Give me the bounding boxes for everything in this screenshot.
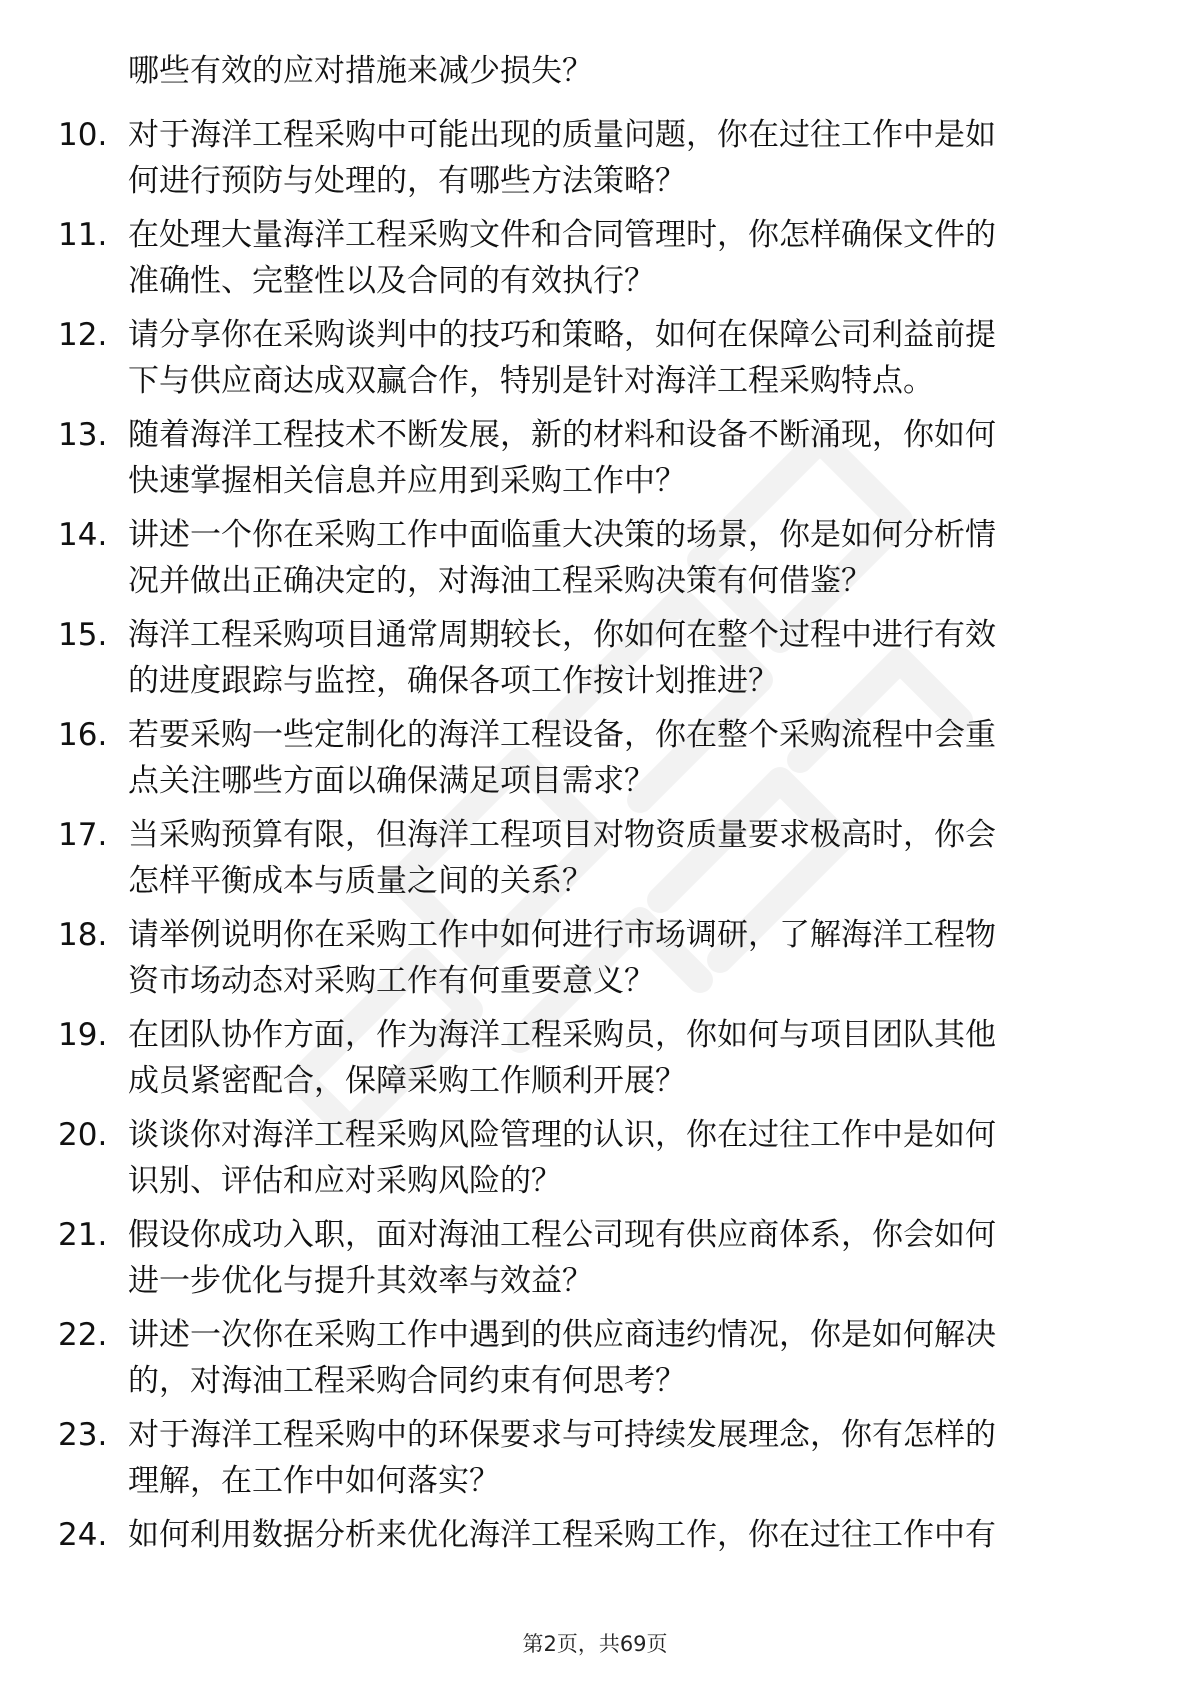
question-text-line: 谈谈你对海洋工程采购风险管理的认识，你在过往工作中是如何 — [128, 1117, 996, 1153]
question-text-line: 讲述一个你在采购工作中面临重大决策的场景，你是如何分析情 — [128, 517, 996, 553]
question-text-line: 随着海洋工程技术不断发展，新的材料和设备不断涌现，你如何 — [128, 417, 996, 453]
question-text-line: 在团队协作方面，作为海洋工程采购员，你如何与项目团队其他 — [128, 1017, 996, 1053]
question-text — [128, 1512, 1128, 1558]
question-text-line: 何进行预防与处理的，有哪些方法策略？ — [128, 163, 686, 199]
question-text-line: 的进度跟踪与监控，确保各项工作按计划推进？ — [128, 663, 779, 699]
question-number: 22. — [58, 1317, 108, 1353]
question-text-line: 点关注哪些方面以确保满足项目需求？ — [128, 763, 655, 799]
question-list — [0, 112, 1190, 1612]
question-number: 20. — [58, 1117, 108, 1153]
question-number: 18. — [58, 917, 108, 953]
question-number: 17. — [58, 817, 108, 853]
question-text — [128, 412, 1128, 504]
question-item — [0, 612, 1190, 712]
question-number: 14. — [58, 517, 108, 553]
question-text-line: 资市场动态对采购工作有何重要意义？ — [128, 963, 655, 999]
question-item — [0, 812, 1190, 912]
question-number: 11. — [58, 217, 108, 253]
question-text — [128, 1412, 1128, 1504]
question-item — [0, 1112, 1190, 1212]
question-text-line: 若要采购一些定制化的海洋工程设备，你在整个采购流程中会重 — [128, 717, 996, 753]
question-number: 19. — [58, 1017, 108, 1053]
question-item — [0, 1012, 1190, 1112]
question-text-line: 对于海洋工程采购中的环保要求与可持续发展理念，你有怎样的 — [128, 1417, 996, 1453]
question-text-line: 请举例说明你在采购工作中如何进行市场调研，了解海洋工程物 — [128, 917, 996, 953]
question-number: 23. — [58, 1417, 108, 1453]
question-text — [128, 812, 1128, 904]
question-item — [0, 1512, 1190, 1612]
question-number: 24. — [58, 1517, 108, 1553]
question-text-line: 准确性、完整性以及合同的有效执行？ — [128, 263, 655, 299]
question-text-line: 海洋工程采购项目通常周期较长，你如何在整个过程中进行有效 — [128, 617, 996, 653]
question-text — [128, 212, 1128, 304]
question-text — [128, 1312, 1128, 1404]
question-text-line: 成员紧密配合，保障采购工作顺利开展？ — [128, 1063, 686, 1099]
question-number: 10. — [58, 117, 108, 153]
question-text-line: 怎样平衡成本与质量之间的关系？ — [128, 863, 593, 899]
page-number-footer: 第2页，共69页 — [522, 1632, 668, 1656]
question-text-line: 讲述一次你在采购工作中遇到的供应商违约情况，你是如何解决 — [128, 1317, 996, 1353]
question-text-line: 如何利用数据分析来优化海洋工程采购工作，你在过往工作中有 — [128, 1517, 996, 1553]
question-text-line: 假设你成功入职，面对海油工程公司现有供应商体系，你会如何 — [128, 1217, 996, 1253]
question-text — [128, 1212, 1128, 1304]
question-item — [0, 1212, 1190, 1312]
question-text — [128, 1012, 1128, 1104]
question-text — [128, 312, 1128, 404]
question-item — [0, 112, 1190, 212]
question-number: 21. — [58, 1217, 108, 1253]
question-item — [0, 912, 1190, 1012]
question-text-line: 快速掌握相关信息并应用到采购工作中？ — [128, 463, 686, 499]
question-text-line: 对于海洋工程采购中可能出现的质量问题，你在过往工作中是如 — [128, 117, 996, 153]
question-text-line: 识别、评估和应对采购风险的？ — [128, 1163, 562, 1199]
question-item — [0, 512, 1190, 612]
question-text — [128, 512, 1128, 604]
question-text-line: 的，对海油工程采购合同约束有何思考？ — [128, 1363, 686, 1399]
question-item — [0, 412, 1190, 512]
continued-question-text: 哪些有效的应对措施来减少损失？ — [128, 53, 593, 89]
question-number: 15. — [58, 617, 108, 653]
question-number: 12. — [58, 317, 108, 353]
question-text-line: 当采购预算有限，但海洋工程项目对物资质量要求极高时，你会 — [128, 817, 996, 853]
question-item — [0, 312, 1190, 412]
question-text-line: 请分享你在采购谈判中的技巧和策略，如何在保障公司利益前提 — [128, 317, 996, 353]
question-item — [0, 712, 1190, 812]
question-item — [0, 1412, 1190, 1512]
question-number: 13. — [58, 417, 108, 453]
question-number: 16. — [58, 717, 108, 753]
question-text-line: 在处理大量海洋工程采购文件和合同管理时，你怎样确保文件的 — [128, 217, 996, 253]
question-text-line: 进一步优化与提升其效率与效益？ — [128, 1263, 593, 1299]
question-text — [128, 912, 1128, 1004]
question-item — [0, 1312, 1190, 1412]
question-text — [128, 112, 1128, 204]
question-text-line: 况并做出正确决定的，对海油工程采购决策有何借鉴？ — [128, 563, 872, 599]
question-text — [128, 1112, 1128, 1204]
question-text — [128, 712, 1128, 804]
question-item — [0, 212, 1190, 312]
question-text-line: 理解，在工作中如何落实？ — [128, 1463, 500, 1499]
question-text-line: 下与供应商达成双赢合作，特别是针对海洋工程采购特点。 — [128, 363, 934, 399]
question-text — [128, 612, 1128, 704]
